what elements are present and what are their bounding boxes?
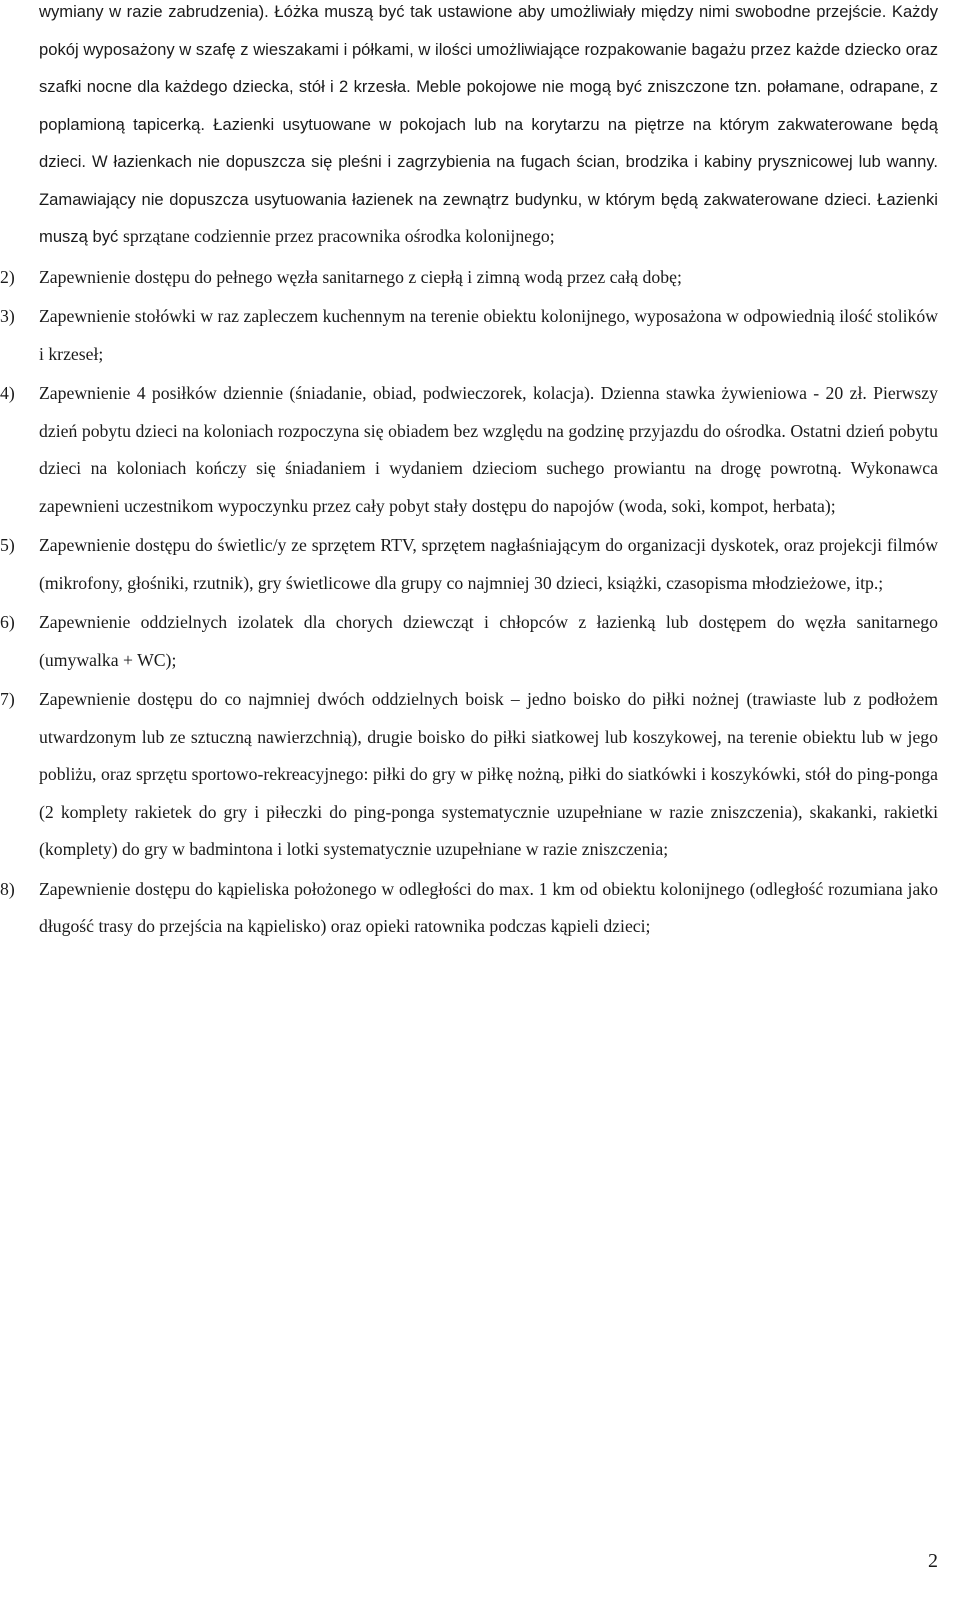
- list-item-text: Zapewnienie oddzielnych izolatek dla chorych dziewcząt i chłopców z łazienką lub dostępem do węzła sanitarnego (umywalka + WC);: [39, 612, 938, 670]
- list-item-text: Zapewnienie dostępu do pełnego węzła sanitarnego z ciepłą i zimną wodą przez całą dobę;: [39, 266, 682, 287]
- list-item-text: Zapewnienie stołówki w raz zapleczem kuchennym na terenie obiektu kolonijnego, wyposażona w odpowiednią ilość stolików i krzeseł;: [39, 306, 938, 364]
- list-item-8: [0, 871, 938, 946]
- intro-paragraph-text: wymiany w razie zabrudzenia). Łóżka muszą być tak ustawione aby umożliwiały między nimi swobodne przejście. Każdy pokój wyposażony w szafę z wieszakami i półkami, w ilości umożliwiające rozpakowanie bagażu przez każde dziecko oraz szafki nocne dla każdego dziecka, stół i 2 krzesła. Meble pokojowe nie mogą być zniszczone tzn. połamane, odrapane, z poplamioną tapicerką. Łazienki usytuowane w pokojach lub na korytarzu na piętrze na którym zakwaterowane będą dzieci. W łazienkach nie dopuszcza się pleśni i zagrzybienia na fugach ścian, brodzika i kabiny prysznicowej lub wanny. Zamawiający nie dopuszcza usytuowania łazienek na zewnątrz budynku, w którym będą zakwaterowane dzieci. Łazienki muszą być: [39, 2, 938, 246]
- list-item-5: [0, 527, 938, 602]
- list-item-number: 2): [0, 266, 15, 287]
- list-item-7: [0, 681, 938, 869]
- list-item-text: Zapewnienie 4 posiłków dziennie (śniadanie, obiad, podwieczorek, kolacja). Dzienna stawka żywieniowa - 20 zł. Pierwszy dzień pobytu dzieci na koloniach rozpoczyna się obiadem bez względu na godzinę przyjazdu do ośrodka. Ostatni dzień pobytu dzieci na koloniach kończy się śniadaniem i wydaniem dzieciom suchego prowiantu na drogę powrotną. Wykonawca zapewnieni uczestnikom wypoczynku przez cały pobyt stały dostępu do napojów (woda, soki, kompot, herbata);: [39, 383, 938, 516]
- list-item-number: 4): [0, 383, 15, 403]
- list-item-number: 6): [0, 612, 15, 632]
- list-item-text: Zapewnienie dostępu do co najmniej dwóch oddzielnych boisk – jedno boisko do piłki nożnej (trawiaste lub z podłożem utwardzonym lub ze sztuczną nawierzchnią), drugie boisko do piłki siatkowej lub koszykowej, na terenie obiektu lub w jego pobliżu, oraz sprzętu sportowo-rekreacyjnego: piłki do gry w piłkę nożną, piłki do siatkówki i koszykówki, stół do ping-ponga (2 komplety rakietek do gry i piłeczki do ping-ponga systematycznie uzupełniane w razie zniszczenia), skakanki, rakietki (komplety) do gry w badmintona i lotki systematycznie uzupełniane w razie zniszczenia;: [39, 689, 938, 859]
- list-item-4: [0, 375, 938, 525]
- intro-paragraph-tail: sprzątane codziennie przez pracownika ośrodka kolonijnego;: [122, 226, 555, 246]
- list-item-text: Zapewnienie dostępu do świetlic/y ze sprzętem RTV, sprzętem nagłaśniającym do organizacji dyskotek, oraz projekcji filmów (mikrofony, głośniki, rzutnik), gry świetlicowe dla grupy co najmniej 30 dzieci, książki, czasopisma młodzieżowe, itp.;: [39, 535, 938, 593]
- list-item-number: 5): [0, 535, 15, 555]
- list-item-2: [0, 259, 938, 297]
- list-item-3: [0, 298, 938, 373]
- list-item-number: 7): [0, 689, 15, 709]
- list-item-6: [0, 604, 938, 679]
- list-item-number: 8): [0, 878, 15, 899]
- list-item-number: 3): [0, 306, 15, 326]
- intro-paragraph: [39, 0, 938, 256]
- list-item-text: Zapewnienie dostępu do kąpieliska położonego w odległości do max. 1 km od obiektu kolonijnego (odległość rozumiana jako długość trasy do przejścia na kąpielisko) oraz opieki ratownika podczas kąpieli dzieci;: [39, 878, 938, 936]
- page-number: 2: [928, 1550, 938, 1572]
